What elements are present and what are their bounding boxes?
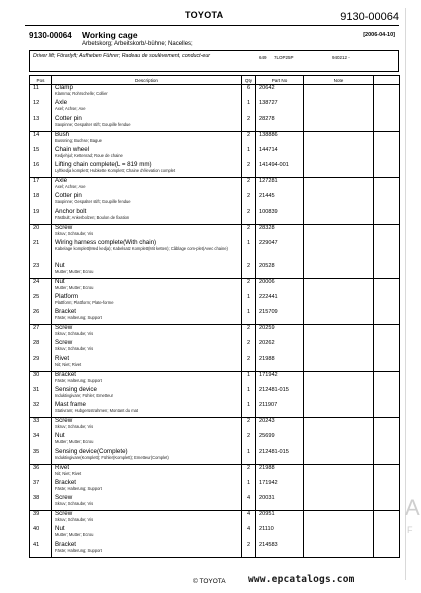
table-row — [30, 340, 400, 356]
item-translations: Skruv; Schraube; Vis — [55, 501, 94, 507]
row-note — [304, 263, 374, 279]
row-part-no: 20528 — [256, 263, 304, 279]
row-description — [52, 480, 242, 496]
row-note — [304, 495, 374, 511]
row-qty: 2 — [242, 356, 256, 372]
item-name: Axle — [55, 99, 68, 106]
row-note — [304, 325, 374, 341]
row-description — [52, 402, 242, 418]
item-translations: Mutter; Mutter; Ecrou — [55, 268, 94, 274]
row-qty: 2 — [242, 131, 256, 147]
item-name: Bush — [55, 130, 70, 138]
item-translations: Mutter; Mutter; Ecrou — [55, 532, 94, 538]
row-note — [304, 131, 374, 147]
item-name: Nut — [55, 277, 65, 285]
row-blank — [374, 433, 400, 449]
item-name: Bracket — [55, 478, 76, 486]
footer-copyright: © TOYOTA — [193, 578, 226, 585]
row-description — [52, 263, 242, 279]
row-pos: 34 — [30, 433, 52, 449]
row-note — [304, 402, 374, 418]
row-note — [304, 387, 374, 403]
item-translations: Mutter; Mutter; Ecrou — [55, 439, 94, 445]
row-blank — [374, 402, 400, 418]
item-name: Screw — [55, 494, 73, 501]
row-part-no: 138886 — [256, 131, 304, 147]
row-part-no: 141494-001 — [256, 162, 304, 178]
row-description — [52, 418, 242, 434]
item-name: Bracket — [55, 370, 76, 378]
row-qty: 1 — [242, 402, 256, 418]
row-pos: 35 — [30, 449, 52, 465]
row-blank — [374, 542, 400, 558]
row-pos: 15 — [30, 147, 52, 163]
row-qty: 2 — [242, 433, 256, 449]
row-note — [304, 162, 374, 178]
row-pos: 12 — [30, 100, 52, 116]
row-blank — [374, 356, 400, 372]
row-note — [304, 433, 374, 449]
row-note — [304, 464, 374, 480]
row-qty: 4 — [242, 526, 256, 542]
row-qty: 2 — [242, 178, 256, 194]
item-name: Chain wheel — [55, 145, 90, 153]
item-translations: Induktivgivare(Komplett); Fühler(Komplett); Emetteur(Complet) — [55, 454, 169, 460]
item-translations: Fäste; Halterung; Support — [55, 485, 102, 491]
row-pos: 28 — [30, 340, 52, 356]
row-blank — [374, 240, 400, 263]
row-pos: 40 — [30, 526, 52, 542]
table-row — [30, 100, 400, 116]
row-part-no: 127281 — [256, 178, 304, 194]
table-row — [30, 495, 400, 511]
model-type: 7LOP25P — [274, 55, 294, 60]
row-qty: 2 — [242, 542, 256, 558]
row-description — [52, 209, 242, 225]
column-header-description: Description — [52, 76, 242, 85]
table-row — [30, 356, 400, 372]
row-part-no: 171942 — [256, 480, 304, 496]
row-pos: 33 — [30, 418, 52, 434]
edge-letter: A — [405, 495, 420, 520]
row-part-no: 20262 — [256, 340, 304, 356]
row-description — [52, 325, 242, 341]
revision-date: [2006-04-10] — [363, 32, 395, 38]
item-translations: Fästbult; Ankerbolzen; Boulon de fixation — [55, 214, 130, 220]
edge-fragment: F — [407, 525, 413, 535]
row-note — [304, 511, 374, 527]
table-header-row — [30, 76, 400, 85]
row-pos: 20 — [30, 224, 52, 240]
brand-label: TOYOTA — [185, 10, 224, 20]
row-part-no: 215709 — [256, 309, 304, 325]
row-blank — [374, 278, 400, 294]
row-qty: 2 — [242, 193, 256, 209]
row-note — [304, 209, 374, 225]
row-pos: 39 — [30, 511, 52, 527]
row-note — [304, 356, 374, 372]
row-note — [304, 116, 374, 132]
item-translations: Skruv; Schraube; Vis — [55, 346, 94, 352]
row-blank — [374, 116, 400, 132]
table-row — [30, 131, 400, 147]
row-part-no: 20642 — [256, 85, 304, 101]
row-qty: 2 — [242, 464, 256, 480]
row-blank — [374, 464, 400, 480]
row-qty: 2 — [242, 340, 256, 356]
row-part-no: 21110 — [256, 526, 304, 542]
item-translations: Fäste; Halterung; Support — [55, 547, 102, 553]
table-row — [30, 209, 400, 225]
row-description — [52, 193, 242, 209]
row-blank — [374, 100, 400, 116]
item-name: Clamp — [55, 84, 73, 91]
table-row — [30, 371, 400, 387]
row-qty: 2 — [242, 325, 256, 341]
item-translations: Stativram; Hubgerüstrahmen; Montant du mat — [55, 408, 139, 414]
row-pos: 11 — [30, 85, 52, 101]
item-translations: Nit; Niet; Rivet — [55, 470, 82, 476]
row-blank — [374, 131, 400, 147]
item-translations: Induktivgivare; Fühler; Emetteur — [55, 392, 114, 398]
row-pos: 24 — [30, 278, 52, 294]
row-description — [52, 100, 242, 116]
table-row — [30, 418, 400, 434]
row-qty: 1 — [242, 371, 256, 387]
row-note — [304, 85, 374, 101]
row-description — [52, 542, 242, 558]
row-note — [304, 100, 374, 116]
row-qty: 1 — [242, 240, 256, 263]
row-note — [304, 278, 374, 294]
row-qty: 4 — [242, 495, 256, 511]
row-note — [304, 224, 374, 240]
item-translations: Skruv; Schraube; Vis — [55, 230, 94, 236]
row-pos: 38 — [30, 495, 52, 511]
row-blank — [374, 263, 400, 279]
row-part-no: 21988 — [256, 464, 304, 480]
table-row — [30, 162, 400, 178]
item-name: Mast frame — [55, 401, 86, 408]
table-row — [30, 387, 400, 403]
row-pos: 18 — [30, 193, 52, 209]
row-note — [304, 480, 374, 496]
row-blank — [374, 309, 400, 325]
row-description — [52, 356, 242, 372]
row-part-no: 212481-015 — [256, 449, 304, 465]
item-name: Cotter pin — [55, 192, 82, 199]
row-blank — [374, 495, 400, 511]
table-row — [30, 526, 400, 542]
row-part-no: 21445 — [256, 193, 304, 209]
row-pos: 32 — [30, 402, 52, 418]
row-blank — [374, 418, 400, 434]
item-name: Rivet — [55, 354, 70, 362]
table-row — [30, 511, 400, 527]
column-header-note: Note — [304, 76, 374, 85]
row-blank — [374, 162, 400, 178]
row-part-no: 222441 — [256, 294, 304, 310]
row-part-no: 21988 — [256, 356, 304, 372]
row-part-no: 229047 — [256, 240, 304, 263]
row-note — [304, 371, 374, 387]
row-pos: 37 — [30, 480, 52, 496]
item-translations: Fäste; Halterung; Support — [55, 315, 102, 321]
row-blank — [374, 147, 400, 163]
header-divider — [25, 25, 399, 26]
item-name: Nut — [55, 432, 65, 439]
row-part-no: 211907 — [256, 402, 304, 418]
row-description — [52, 526, 242, 542]
page-title: Working cage — [82, 30, 138, 40]
item-name: Axle — [55, 177, 68, 184]
item-translations: Bussning; Buchse; Bague — [55, 137, 102, 143]
item-translations: Klamma; Rohrschelle; Collier — [55, 91, 108, 97]
row-blank — [374, 224, 400, 240]
row-pos: 25 — [30, 294, 52, 310]
row-pos: 41 — [30, 542, 52, 558]
row-qty: 2 — [242, 209, 256, 225]
item-name: Lifting chain complete(L = 819 mm) — [55, 161, 152, 168]
item-translations: Nit; Niet; Rivet — [55, 361, 82, 367]
row-note — [304, 309, 374, 325]
item-translations: Lyftkedja komplett; Hubkette Komplett; Chaine d'élevation complet — [55, 168, 176, 174]
row-qty: 1 — [242, 309, 256, 325]
table-row — [30, 147, 400, 163]
row-pos: 26 — [30, 309, 52, 325]
row-qty: 1 — [242, 480, 256, 496]
row-pos: 29 — [30, 356, 52, 372]
item-name: Platform — [55, 292, 79, 300]
row-qty: 1 — [242, 147, 256, 163]
page-subtitle: Arbetskorg; Arbeitskorb/-bühne; Nacelles; — [82, 41, 193, 47]
row-description — [52, 162, 242, 178]
row-note — [304, 418, 374, 434]
item-translations: Axel; Achse; Axe — [55, 106, 86, 112]
row-blank — [374, 85, 400, 101]
row-note — [304, 193, 374, 209]
item-translations: Axel; Achse; Axe — [55, 184, 86, 190]
row-qty: 1 — [242, 387, 256, 403]
row-blank — [374, 449, 400, 465]
row-part-no: 28278 — [256, 116, 304, 132]
row-qty: 2 — [242, 224, 256, 240]
row-qty: 2 — [242, 278, 256, 294]
row-pos: 13 — [30, 116, 52, 132]
row-description — [52, 278, 242, 294]
item-name: Sensing device(Complete) — [55, 447, 128, 455]
row-blank — [374, 526, 400, 542]
row-description — [52, 464, 242, 480]
row-part-no: 212481-015 — [256, 387, 304, 403]
row-pos: 16 — [30, 162, 52, 178]
item-name: Nut — [55, 525, 65, 532]
row-part-no: 20259 — [256, 325, 304, 341]
row-blank — [374, 480, 400, 496]
row-description — [52, 309, 242, 325]
row-part-no: 138727 — [256, 100, 304, 116]
column-header-pos: Pos — [30, 76, 52, 85]
row-blank — [374, 178, 400, 194]
row-qty: 6 — [242, 85, 256, 101]
row-blank — [374, 325, 400, 341]
row-qty: 2 — [242, 162, 256, 178]
table-row — [30, 449, 400, 465]
row-part-no: 28328 — [256, 224, 304, 240]
table-row — [30, 542, 400, 558]
row-blank — [374, 209, 400, 225]
item-name: Bracket — [55, 540, 76, 548]
item-translations: Fäste; Halterung; Support — [55, 377, 102, 383]
catalog-page — [15, 8, 406, 585]
table-row — [30, 224, 400, 240]
table-row — [30, 433, 400, 449]
row-qty: 1 — [242, 100, 256, 116]
table-row — [30, 278, 400, 294]
parts-table — [29, 75, 400, 558]
serial-range: 940212 - — [332, 55, 350, 60]
row-description — [52, 449, 242, 465]
row-description — [52, 85, 242, 101]
row-part-no: 25699 — [256, 433, 304, 449]
row-pos: 30 — [30, 371, 52, 387]
item-name: Wiring harness complete(With chain) — [55, 238, 157, 246]
item-name: Screw — [55, 510, 73, 517]
row-qty: 1 — [242, 294, 256, 310]
item-name: Bracket — [55, 308, 76, 315]
row-part-no: 20243 — [256, 418, 304, 434]
table-row — [30, 402, 400, 418]
row-description — [52, 511, 242, 527]
table-row — [30, 309, 400, 325]
row-pos: 14 — [30, 131, 52, 147]
row-description — [52, 433, 242, 449]
row-description — [52, 371, 242, 387]
item-name: Anchor bolt — [55, 207, 87, 215]
table-row — [30, 178, 400, 194]
table-row — [30, 116, 400, 132]
row-pos: 36 — [30, 464, 52, 480]
row-pos: 19 — [30, 209, 52, 225]
item-translations: Skruv; Schraube; Vis — [55, 517, 94, 523]
watermark-url: www.epcatalogs.com — [248, 574, 355, 585]
row-blank — [374, 340, 400, 356]
row-qty: 4 — [242, 511, 256, 527]
row-note — [304, 449, 374, 465]
row-part-no: 171942 — [256, 371, 304, 387]
row-note — [304, 294, 374, 310]
table-row — [30, 263, 400, 279]
row-description — [52, 178, 242, 194]
row-description — [52, 224, 242, 240]
row-part-no: 20031 — [256, 495, 304, 511]
item-translations: Mutter; Mutter; Ecrou — [55, 284, 94, 290]
table-row — [30, 294, 400, 310]
row-description — [52, 116, 242, 132]
parts-table-body — [30, 85, 400, 558]
table-row — [30, 325, 400, 341]
item-name: Nut — [55, 261, 65, 269]
row-pos: 27 — [30, 325, 52, 341]
row-description — [52, 147, 242, 163]
document-number: 9130-00064 — [29, 31, 72, 40]
row-note — [304, 340, 374, 356]
row-pos: 31 — [30, 387, 52, 403]
item-name: Sensing device — [55, 385, 97, 393]
row-part-no: 20951 — [256, 511, 304, 527]
model-description: Driver lift; Förarlyft; Aufheben Führer; Radeau de soulèvement, conduct-eur — [33, 53, 211, 59]
row-description — [52, 495, 242, 511]
table-row — [30, 85, 400, 101]
item-name: Cotter pin — [55, 114, 82, 122]
row-pos: 23 — [30, 263, 52, 279]
item-translations: Saxpinne; Gespalter stift; Goupille fendue — [55, 199, 131, 205]
item-name: Screw — [55, 417, 73, 424]
row-blank — [374, 371, 400, 387]
row-note — [304, 542, 374, 558]
model-code: 649 — [259, 55, 267, 60]
row-pos: 17 — [30, 178, 52, 194]
table-row — [30, 480, 400, 496]
item-translations: Kedjehjul; Kettenrad; Roue de chaine — [55, 152, 123, 158]
item-translations: Plattform; Plattform; Plate-forme — [55, 299, 114, 305]
row-blank — [374, 193, 400, 209]
row-part-no: 20006 — [256, 278, 304, 294]
row-part-no: 100839 — [256, 209, 304, 225]
item-translations: Kabelage komplett(Med kedja); Kabelsatz Komplett(Mit ketten); Câblage com-plet(Avec chaine) — [55, 245, 228, 251]
row-blank — [374, 294, 400, 310]
row-qty: 2 — [242, 418, 256, 434]
column-header-blank — [374, 76, 400, 85]
row-note — [304, 147, 374, 163]
page-code: 9130-00064 — [340, 11, 399, 23]
item-name: Screw — [55, 324, 73, 331]
row-description — [52, 387, 242, 403]
table-row — [30, 240, 400, 263]
row-description — [52, 131, 242, 147]
row-description — [52, 294, 242, 310]
row-qty: 2 — [242, 116, 256, 132]
row-description — [52, 240, 242, 263]
row-qty: 2 — [242, 263, 256, 279]
row-part-no: 144714 — [256, 147, 304, 163]
model-info-box — [29, 50, 399, 72]
item-name: Rivet — [55, 463, 70, 471]
table-row — [30, 193, 400, 209]
row-description — [52, 340, 242, 356]
row-note — [304, 526, 374, 542]
row-blank — [374, 387, 400, 403]
table-row — [30, 464, 400, 480]
item-name: Screw — [55, 339, 73, 346]
item-translations: Saxpinne; Gespalter stift; Goupille fendue — [55, 121, 131, 127]
column-header-qty: Qty — [242, 76, 256, 85]
row-note — [304, 178, 374, 194]
row-part-no: 214583 — [256, 542, 304, 558]
row-blank — [374, 511, 400, 527]
item-translations: Skruv; Schraube; Vis — [55, 331, 94, 337]
item-translations: Skruv; Schraube; Vis — [55, 424, 94, 430]
row-note — [304, 240, 374, 263]
column-header-part-no: Part No — [256, 76, 304, 85]
row-pos: 21 — [30, 240, 52, 263]
item-name: Screw — [55, 223, 73, 231]
row-qty: 1 — [242, 449, 256, 465]
